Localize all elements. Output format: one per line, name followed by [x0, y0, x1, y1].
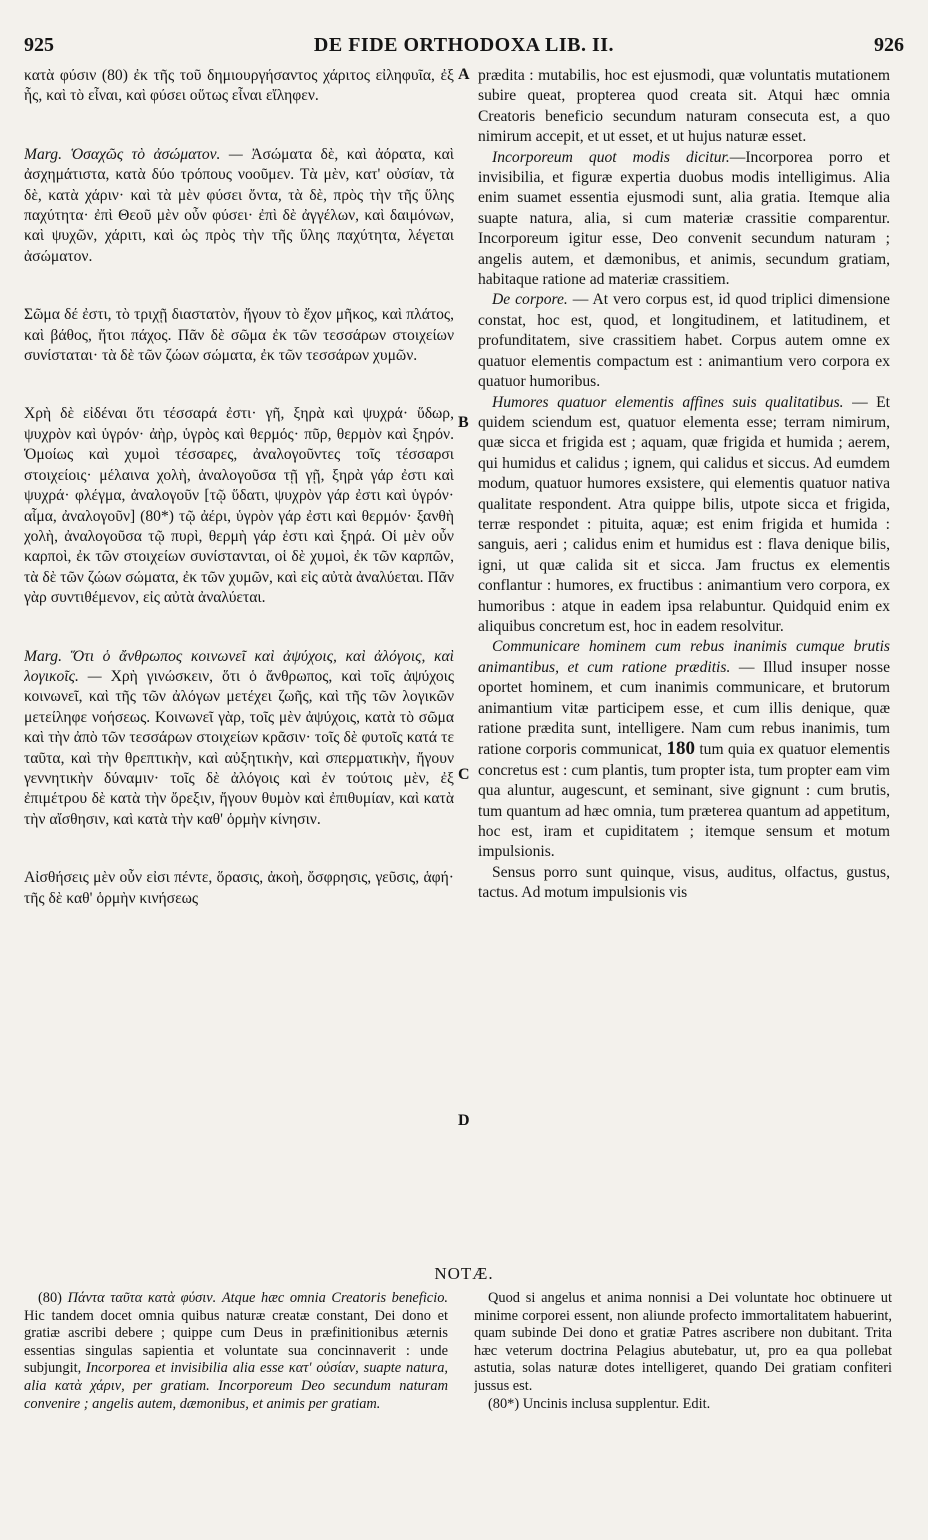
- section-heading: Incorporeum quot modis dicitur.: [492, 148, 730, 166]
- notes-right-column: [474, 1290, 892, 1530]
- paragraph-text: — At vero corpus est, id quod triplici dimensione constat, hoc est, quod, et longitudinem, et latitudinem, et profunditatem, sive crassitiem habet. Corpus autem omne ex quatuor elementis compactum est : animantium vero corpora ex quatuor humoribus.: [478, 291, 890, 391]
- page-number-left: 925: [24, 34, 54, 56]
- section-heading: Communicare hominem cum rebus inanimis cumque brutis animantibus, et cum ratione præditis.: [478, 638, 890, 676]
- latin-paragraph: [478, 148, 890, 291]
- latin-paragraph: [478, 290, 890, 392]
- section-marker-c: C: [458, 766, 470, 783]
- greek-paragraph: Αἰσθήσεις μὲν οὖν εἰσι πέντε, ὅρασις, ἀκοὴ, ὄσφρησις, γεῦσις, ἁφή· τῆς δὲ καθ' ὁρμὴν κινήσεως: [24, 869, 454, 907]
- latin-paragraph: [478, 637, 890, 862]
- paragraph-text: —Incorporea porro et invisibilia, et figuræ expertia duobus modis intelligimus. Alia enim suamet essentia ejusmodi sunt, alia gratia. Itemque alia suapte natura, alia, si cum materiæ crassitie comparentur. Incorporeum igitur esse, Deo convenit secundum naturam ; angelis autem, et dæmonibus, et animis, secundum gratiam, habitaque ratione ad materiæ crassitiem.: [478, 148, 890, 289]
- paragraph-text: tum quia ex quatuor elementis concretus est : cum plantis, tum propter ista, tum propter eam vim qua aluntur, augescunt, et seminant, sive gignunt : cum brutis, tum quantum ad hæc omnia, tum præterea quantum ad appetitum, hoc est, iram et cupiditatem ; itemque sensum et motum impulsionis.: [478, 741, 890, 861]
- section-heading: Humores quatuor elementis affines suis qualitatibus.: [492, 393, 844, 411]
- paragraph-text: — Illud insuper nosse oportet hominem, et cum inanimis communicare, et brutorum animantium vitæ participem esse, et cum illis denique, quæ ratione prædita sunt, intelligere. Nam cum rebus inanimis, tum ratione corporis communicat,: [478, 658, 890, 759]
- note-text: Hic tandem docet omnia quibus naturæ creatæ constant, Dei dono et gratiæ ascribi debere ; quippe cum Deus in præfinitionibus æternis essentias singulas sapientia et voluntate sua concinnaverit : unde subjungit,: [24, 1307, 448, 1377]
- greek-paragraph: [24, 145, 454, 267]
- note-greek-lemma: Πάντα ταῦτα κατὰ φύσιν.: [67, 1290, 217, 1306]
- section-heading: De corpore.: [492, 291, 568, 309]
- note-paragraph: [24, 1290, 448, 1413]
- greek-paragraph: Σῶμα δέ ἐστι, τὸ τριχῇ διαστατὸν, ἤγουν τὸ ἔχον μῆκος, καὶ πλάτος, καὶ βάθος, ἤτοι πάχος. Πᾶν δὲ σῶμα ἐκ τῶν τεσσάρων στοιχείων συνίσταται· τὰ δὲ τῶν ζώων σώματα, ἐκ τῶν τεσσάρων χυμῶν.: [24, 306, 454, 365]
- paragraph-text: Ἀσώματα δὲ, καὶ ἀόρατα, καὶ ἀσχημάτιστα, κατὰ δύο τρόπους νοοῦμεν. Τὰ μὲν, κατ' οὐσίαν, τὰ δὲ, κατὰ χάριν· καὶ τὰ μὲν φύσει ὄντα, τὰ δὲ, πρὸς τὴν τῆς ὕλης παχύτητα· ἐπὶ Θεοῦ μὲν οὖν φύσει· ἐπὶ δὲ ἀγγέλων, καὶ δαιμόνων, καὶ ψυχῶν, χάριτι, καὶ ὡς πρὸς τὴν τῆς ὕλης παχύτητα, λέγεται ἀσώματον.: [24, 145, 454, 265]
- greek-paragraph: [24, 647, 454, 831]
- greek-paragraph: κατὰ φύσιν (80) ἐκ τῆς τοῦ δημιουργήσαντος χάριτος εἰληφυῖα, ἐξ ἧς, καὶ τὸ εἶναι, καὶ φύσει οὕτως εἶναι εἴληφεν.: [24, 67, 454, 105]
- note-ref: (80): [38, 1290, 62, 1306]
- note-paragraph: Quod si angelus et anima nonnisi a Dei voluntate hoc obtinuere ut minime corporei essent, non aliunde profecto immortalitatem habuerint, quam subinde Dei dono et gratiæ Patres ascribere non dubitant. Trita hæc veterum doctrina Pelagius abutebatur, ut, pro ea qua pollebat astutia, solas naturæ dotes intelligeret, quando Dei gratiam confiteri jussus est.: [474, 1290, 892, 1394]
- paragraph-text: — Et quidem sciendum est, quatuor elementa esse; terram nimirum, quæ sicca et frigida est ; aquam, quæ frigida et humida ; aerem, qui humidus et calidus ; ignem, qui calidus et siccus. Ad eumdem modum, quatuor humores exsistere, qui elementis quatuor nativa qualitate respondent. Atra quippe bilis, utpote sicca et frigida, terræ respondet : pituita, aquæ; est enim frigida et humida : sanguis, aeri ; calidus enim et humidus est : flava denique bilis, igni, ut quæ calida sit et sicca. Jam fructus ex elementis conflantur : humores, ex fructibus : animantium vero corpora, ex humoribus : atque in eadem ipsa relabuntur. Quidquid enim ex aliquibus concretum est, hoc in eadem resolvitur.: [478, 393, 890, 635]
- margin-heading: Marg. Ὁσαχῶς τὸ ἀσώματον. —: [24, 145, 243, 163]
- section-marker-a: A: [458, 66, 470, 83]
- greek-paragraph: Χρὴ δὲ εἰδέναι ὅτι τέσσαρά ἐστι· γῆ, ξηρὰ καὶ ψυχρά· ὕδωρ, ψυχρὸν καὶ ὑγρόν· ἀὴρ, ὑγρὸς καὶ θερμός· πῦρ, θερμὸν καὶ ξηρόν. Ὁμοίως καὶ χυμοὶ τέσσαρες, ἀναλογοῦντες τοῖς τέσσαρσι στοιχείοις· μέλαινα χολὴ, ἀναλογοῦσα τῇ γῇ, ξηρὰ γάρ ἐστι καὶ ψυχρά· φλέγμα, ἀναλογοῦν [τῷ ὕδατι, ψυχρὸν γάρ ἐστι καὶ ὑγρόν· αἷμα, ἀναλογοῦν] (80*) τῷ ἀέρι, ὑγρὸν γάρ ἐστι καὶ θερμόν· ξανθὴ χολὴ, ἀναλογοῦσα τῷ πυρὶ, θερμὴ γάρ ἐστι καὶ ξηρά. Οἱ μὲν οὖν καρποὶ, ἐκ τῶν στοιχείων συνίστανται, οἱ δὲ χυμοὶ, ἐκ τῶν καρπῶν, τὰ δὲ τῶν ζώων σώματα, ἐκ τῶν χυμῶν, καὶ εἰς αὐτὰ ἀναλύεται. Πᾶν γὰρ συντιθέμενον, εἰς αὐτὰ ἀναλύεται.: [24, 405, 454, 607]
- paragraph-text: Χρὴ γινώσκειν, ὅτι ὁ ἄνθρωπος, καὶ τοῖς ἀψύχοις κοινωνεῖ, καὶ τῆς τῶν ἀλόγων μετέχει ζωῆς, καὶ τῆς τῶν λογικῶν μετείληφε νοήσεως. Κοινωνεῖ γὰρ, τοῖς μὲν ἀψύχοις, κατὰ τὸ σῶμα καὶ τὴν ἀπὸ τῶν τεσσάρων στοιχείων κρᾶσιν· τοῖς δὲ φυτοῖς κατά τε ταῦτα, καὶ τὴν θρεπτικὴν, καὶ αὐξητικὴν, καὶ σπερματικὴν, ἤγουν γεννητικὴν δύναμιν· τοῖς δὲ ἀλόγοις καὶ ἐν τούτοις μὲν, ἐξ ἐπιμέτρου δὲ κατὰ τὴν ὄρεξιν, ἤγουν θυμὸν καὶ ἐπιθυμίαν, καὶ κατὰ τὴν αἴσθησιν, καὶ κατὰ τὴν καθ' ὁρμὴν κίνησιν.: [24, 667, 454, 828]
- latin-column: [478, 66, 890, 1266]
- page-number-right: 926: [874, 34, 904, 56]
- note-latin-lemma: Atque hæc omnia Creatoris beneficio.: [221, 1290, 448, 1306]
- section-marker-b: B: [458, 414, 469, 431]
- note-paragraph: (80*) Uncinis inclusa supplentur. Edit.: [488, 1395, 711, 1412]
- page-header: [24, 34, 904, 60]
- latin-paragraph: Sensus porro sunt quinque, visus, auditus, olfactus, gustus, tactus. Ad motum impulsionis vis: [478, 863, 890, 902]
- running-title: DE FIDE ORTHODOXA LIB. II.: [313, 34, 615, 56]
- note-quote: Incorporea et invisibilia alia esse κατ' οὐσίαν, suapte natura, alia κατὰ χάριν, per gratiam. Incorporeum Deo secundum naturam convenire ; angelis autem, dæmonibus, et animis per gratiam.: [24, 1360, 448, 1412]
- latin-paragraph: prædita : mutabilis, hoc est ejusmodi, quæ voluntatis mutationem subire queat, propterea quod creata sit. Atqui hæc omnia Creatoris beneficio secundum naturam consecuta est, a quo nimirum accepit, et ut esset, et ut hujus naturæ esset.: [478, 67, 890, 146]
- greek-column: [24, 66, 454, 1266]
- notes-title: NOTÆ.: [434, 1264, 494, 1283]
- column-number: 180: [666, 738, 695, 760]
- latin-paragraph: [478, 393, 890, 638]
- margin-heading: Marg. Ὅτι ὁ ἄνθρωπος κοινωνεῖ καὶ ἀψύχοις, καὶ ἀλόγοις, καὶ λογικοῖς. —: [24, 647, 454, 685]
- notes-left-column: [24, 1290, 448, 1530]
- section-marker-d: D: [458, 1112, 470, 1129]
